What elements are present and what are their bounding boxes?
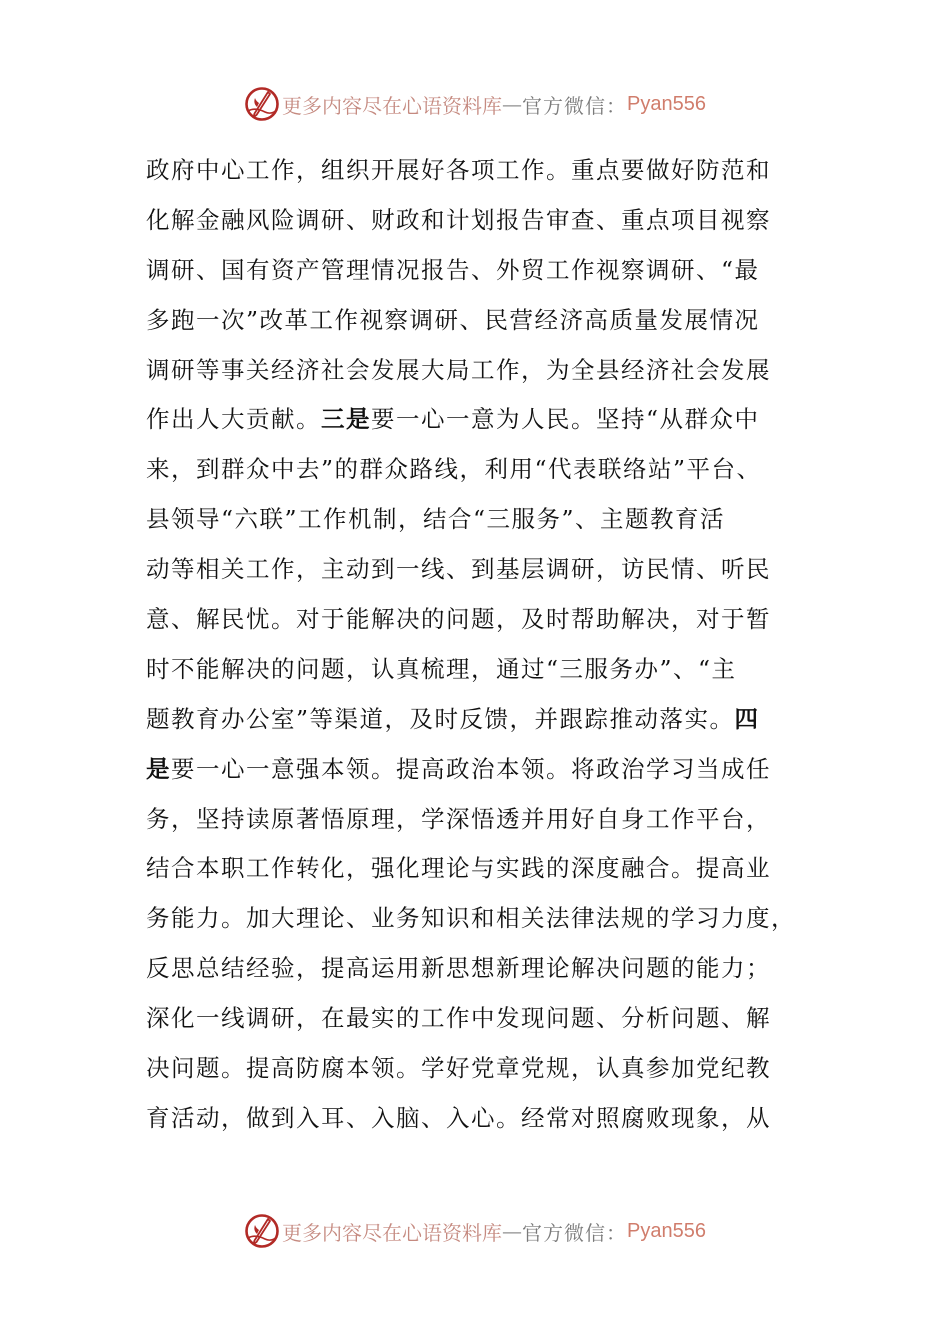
- text-segment: 题教育办公室”等渠道，及时反馈，并跟踪推动落实。: [146, 704, 735, 733]
- text-line: 调研、国有资产管理情况报告、外贸工作视察调研、“最: [146, 255, 760, 284]
- text-line: 结合本职工作转化，强化理论与实践的深度融合。提高业: [146, 854, 771, 883]
- text-line: 反思总结经验，提高运用新思想新理论解决问题的能力；: [146, 954, 771, 983]
- footer-banner: [0, 1211, 950, 1251]
- text-line: 深化一线调研，在最实的工作中发现问题、分析问题、解: [146, 1004, 771, 1033]
- text-segment: 要一心一意强本领。提高政治本领。将政治学习当成任: [171, 754, 771, 783]
- header-wechat-id: Pyan556: [627, 92, 706, 115]
- header-wechat-label: 官方微信：: [522, 93, 628, 118]
- text-line: [146, 745, 806, 795]
- text-line: 务，坚持读原著悟原理，学深悟透并用好自身工作平台，: [146, 804, 771, 833]
- footer-separator: —: [502, 1219, 523, 1243]
- text-line: 县领导“六联”工作机制，结合“三服务”、主题教育活: [146, 505, 726, 534]
- text-line: 务能力。加大理论、业务知识和相关法律法规的学习力度，: [146, 904, 796, 933]
- text-line: 时不能解决的问题，认真梳理，通过“三服务办”、“主: [146, 654, 737, 683]
- document-body: [146, 146, 806, 1144]
- text-line: 多跑一次”改革工作视察调研、民营经济高质量发展情况: [146, 305, 760, 334]
- text-line: 调研等事关经济社会发展大局工作，为全县经济社会发展: [146, 355, 771, 384]
- footer-wechat-label: 官方微信：: [522, 1220, 628, 1245]
- footer-brand-text: 更多内容尽在心语资料库: [282, 1220, 503, 1245]
- bold-keyword: 三是: [321, 405, 371, 434]
- bold-keyword: 四: [734, 704, 760, 733]
- text-segment: 要一心一意为人民。坚持“从群众中: [371, 405, 760, 434]
- text-line: [146, 695, 806, 745]
- text-line: 育活动，做到入耳、入脑、入心。经常对照腐败现象，从: [146, 1103, 771, 1132]
- header-brand-text: 更多内容尽在心语资料库: [282, 93, 503, 118]
- header-separator: —: [502, 92, 523, 116]
- pen-circle-logo-icon: [244, 1213, 280, 1249]
- bold-keyword: 是: [146, 754, 171, 783]
- text-line: 来，到群众中去”的群众路线，利用“代表联络站”平台、: [146, 455, 762, 484]
- pen-circle-logo-icon: [244, 86, 280, 122]
- text-line: 动等相关工作，主动到一线、到基层调研，访民情、听民: [146, 555, 771, 584]
- footer-wechat-id: Pyan556: [627, 1219, 706, 1242]
- text-segment: 作出人大贡献。: [146, 405, 321, 434]
- text-line: 政府中心工作，组织开展好各项工作。重点要做好防范和: [146, 156, 771, 184]
- text-line: 化解金融风险调研、财政和计划报告审查、重点项目视察: [146, 205, 771, 234]
- text-line: [146, 395, 806, 445]
- text-line: 意、解民忧。对于能解决的问题，及时帮助解决，对于暂: [146, 605, 771, 634]
- text-line: 决问题。提高防腐本领。学好党章党规，认真参加党纪教: [146, 1054, 771, 1083]
- header-banner: [0, 84, 950, 124]
